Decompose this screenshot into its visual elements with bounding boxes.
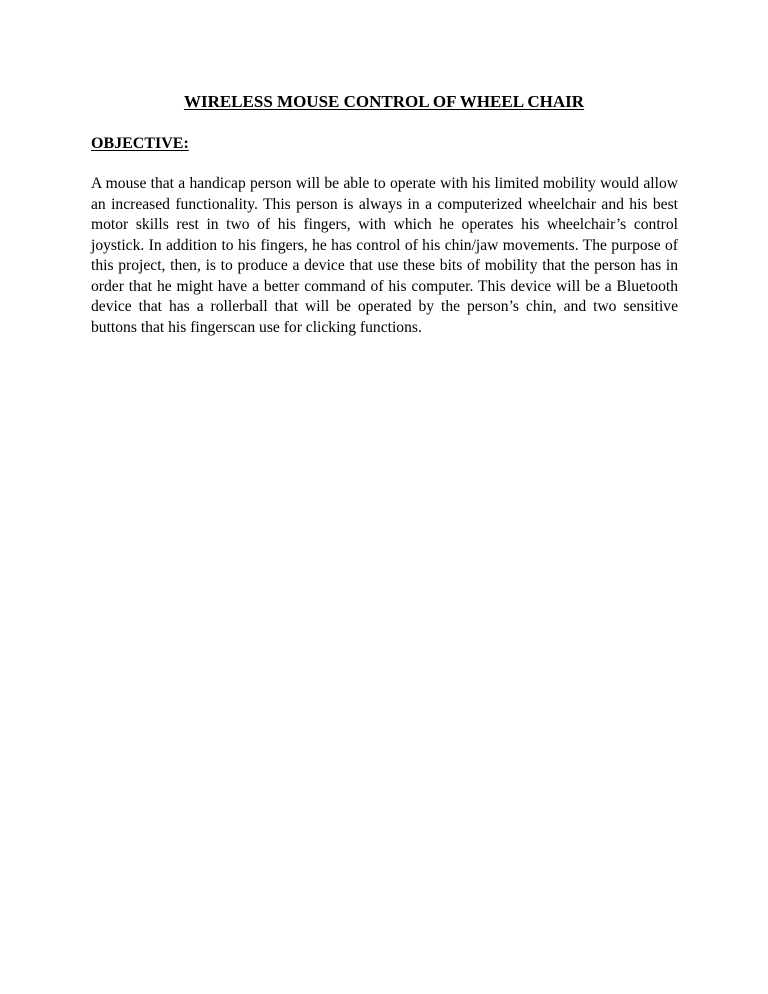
objective-paragraph: A mouse that a handicap person will be able to operate with his limited mobility would allow an increased functionality. This person is always in a computerized wheelchair and his best motor skills rest in two of his fingers, with which he operates his wheelchair’s control joystick. In addition to his fingers, he has control of his chin/jaw movements. The purpose of this project, then, is to produce a device that use these bits of mobility that the person has in order that he might have a better command of his computer. This device will be a Bluetooth device that has a rollerball that will be operated by the person’s chin, and two sensitive buttons that his fingerscan use for clicking functions.	[91, 175, 678, 336]
section-heading-objective: OBJECTIVE:	[91, 135, 189, 152]
document-title: WIRELESS MOUSE CONTROL OF WHEEL CHAIR	[183, 92, 585, 111]
